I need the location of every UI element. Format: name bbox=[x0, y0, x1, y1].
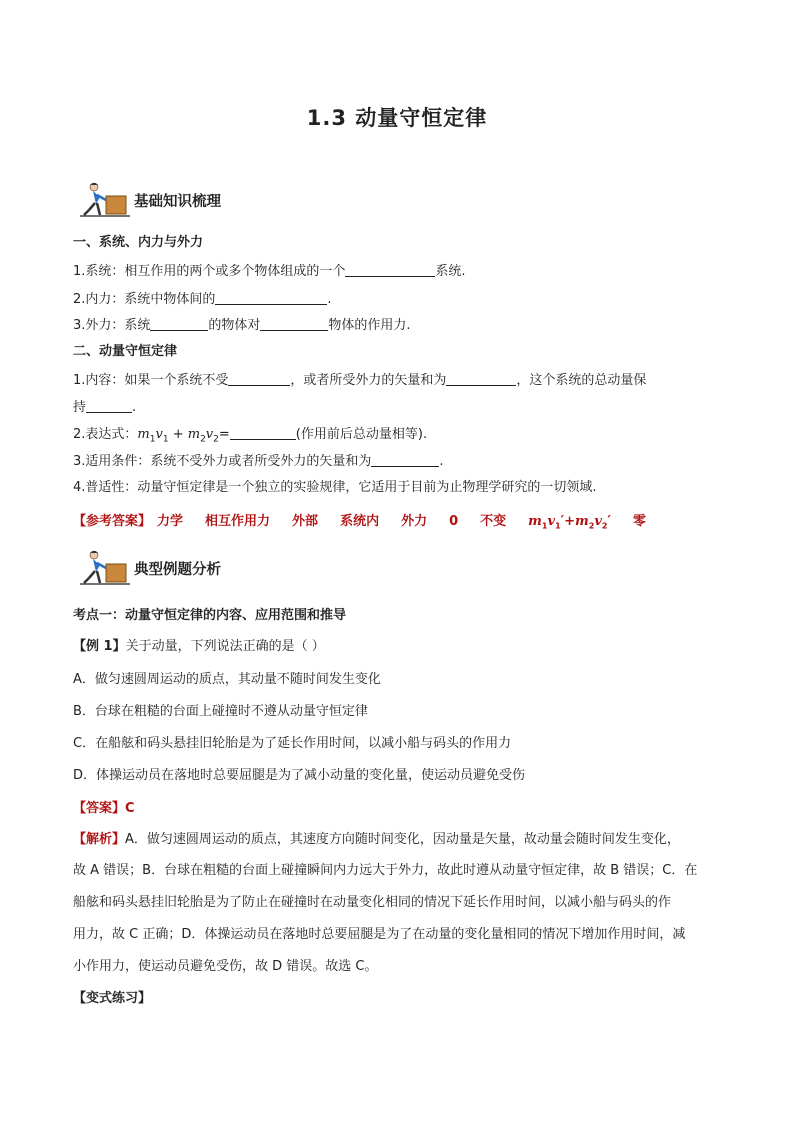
fill-blank bbox=[371, 452, 439, 467]
part2-line1-cont: 持 . bbox=[73, 400, 137, 415]
analysis-line: 小作用力，使运动员避免受伤，故 D 错误。故选 C。 bbox=[73, 959, 378, 974]
part1-line1: 1.系统：相互作用的两个或多个物体组成的一个 系统. bbox=[73, 264, 466, 279]
option-a: A．做匀速圆周运动的质点，其动量不随时间发生变化 bbox=[73, 672, 381, 687]
page-title: 1.3 动量守恒定律 bbox=[306, 106, 488, 130]
section-header-basics bbox=[80, 182, 380, 218]
section-label: 基础知识梳理 bbox=[134, 194, 221, 210]
option-d: D．体操运动员在落地时总要屈腿是为了减小动量的变化量，使运动员避免受伤 bbox=[73, 768, 526, 783]
pushing-box-icon bbox=[80, 550, 132, 586]
part2-line2: 2.表达式：$m_1v_1 + m_2v_2=$ (作用前后总动量相等). bbox=[73, 427, 428, 445]
part2-line1: 1.内容：如果一个系统不受 ，或者所受外力的矢量和为 ，这个系统的总动量保 bbox=[73, 373, 647, 388]
example-answer: 【答案】C bbox=[73, 801, 135, 816]
part2-line3: 3.适用条件：系统不受外力或者所受外力的矢量和为 . bbox=[73, 454, 444, 469]
analysis-line: 故 A 错误；B．台球在粗糙的台面上碰撞瞬间内力远大于外力，故此时遵从动量守恒定律，故 B 错误；C．在 bbox=[73, 863, 698, 878]
option-c: C．在船舷和码头悬挂旧轮胎是为了延长作用时间，以减小船与码头的作用力 bbox=[73, 736, 512, 751]
answer-label: 【参考答案】 bbox=[73, 514, 152, 529]
part1-heading: 一、系统、内力与外力 bbox=[73, 235, 204, 250]
analysis-line: 用力，故 C 正确；D．体操运动员在落地时总要屈腿是为了在动量的变化量相同的情况下增加作用时间，减 bbox=[73, 927, 686, 942]
part2-heading: 二、动量守恒定律 bbox=[73, 344, 178, 359]
practice-heading: 【变式练习】 bbox=[73, 991, 152, 1006]
analysis-line: 【解析】A．做匀速圆周运动的质点，其速度方向随时间变化，因动量是矢量，故动量会随时间发生变化， bbox=[73, 832, 680, 847]
section-label: 典型例题分析 bbox=[134, 562, 221, 578]
part2-line4: 4.普适性：动量守恒定律是一个独立的实验规律，它适用于目前为止物理学研究的一切领域. bbox=[73, 480, 597, 495]
fill-blank bbox=[260, 316, 328, 331]
topic-heading: 考点一：动量守恒定律的内容、应用范围和推导 bbox=[73, 608, 347, 623]
reference-answers: 【参考答案】 力学 相互作用力 外部 系统内 外力 0 不变 $m_1v_1'+m_2v_2'$ 零 bbox=[73, 514, 646, 531]
fill-blank bbox=[345, 262, 435, 277]
fill-blank bbox=[150, 316, 208, 331]
fill-blank bbox=[446, 371, 516, 386]
part1-line3: 3.外力：系统 的物体对 物体的作用力. bbox=[73, 318, 411, 333]
fill-blank bbox=[228, 371, 290, 386]
pushing-box-icon bbox=[80, 182, 132, 218]
analysis-line: 船舷和码头悬挂旧轮胎是为了防止在碰撞时在动量变化相同的情况下延长作用时间，以减小船与码头的作 bbox=[73, 895, 672, 910]
section-header-examples bbox=[80, 550, 380, 586]
fill-blank bbox=[86, 398, 132, 413]
option-b: B．台球在粗糙的台面上碰撞时不遵从动量守恒定律 bbox=[73, 704, 368, 719]
fill-blank bbox=[230, 425, 296, 440]
fill-blank bbox=[215, 290, 327, 305]
part1-line2: 2.内力：系统中物体间的 . bbox=[73, 292, 332, 307]
example-question: 【例 1】关于动量，下列说法正确的是（ ） bbox=[73, 639, 325, 654]
